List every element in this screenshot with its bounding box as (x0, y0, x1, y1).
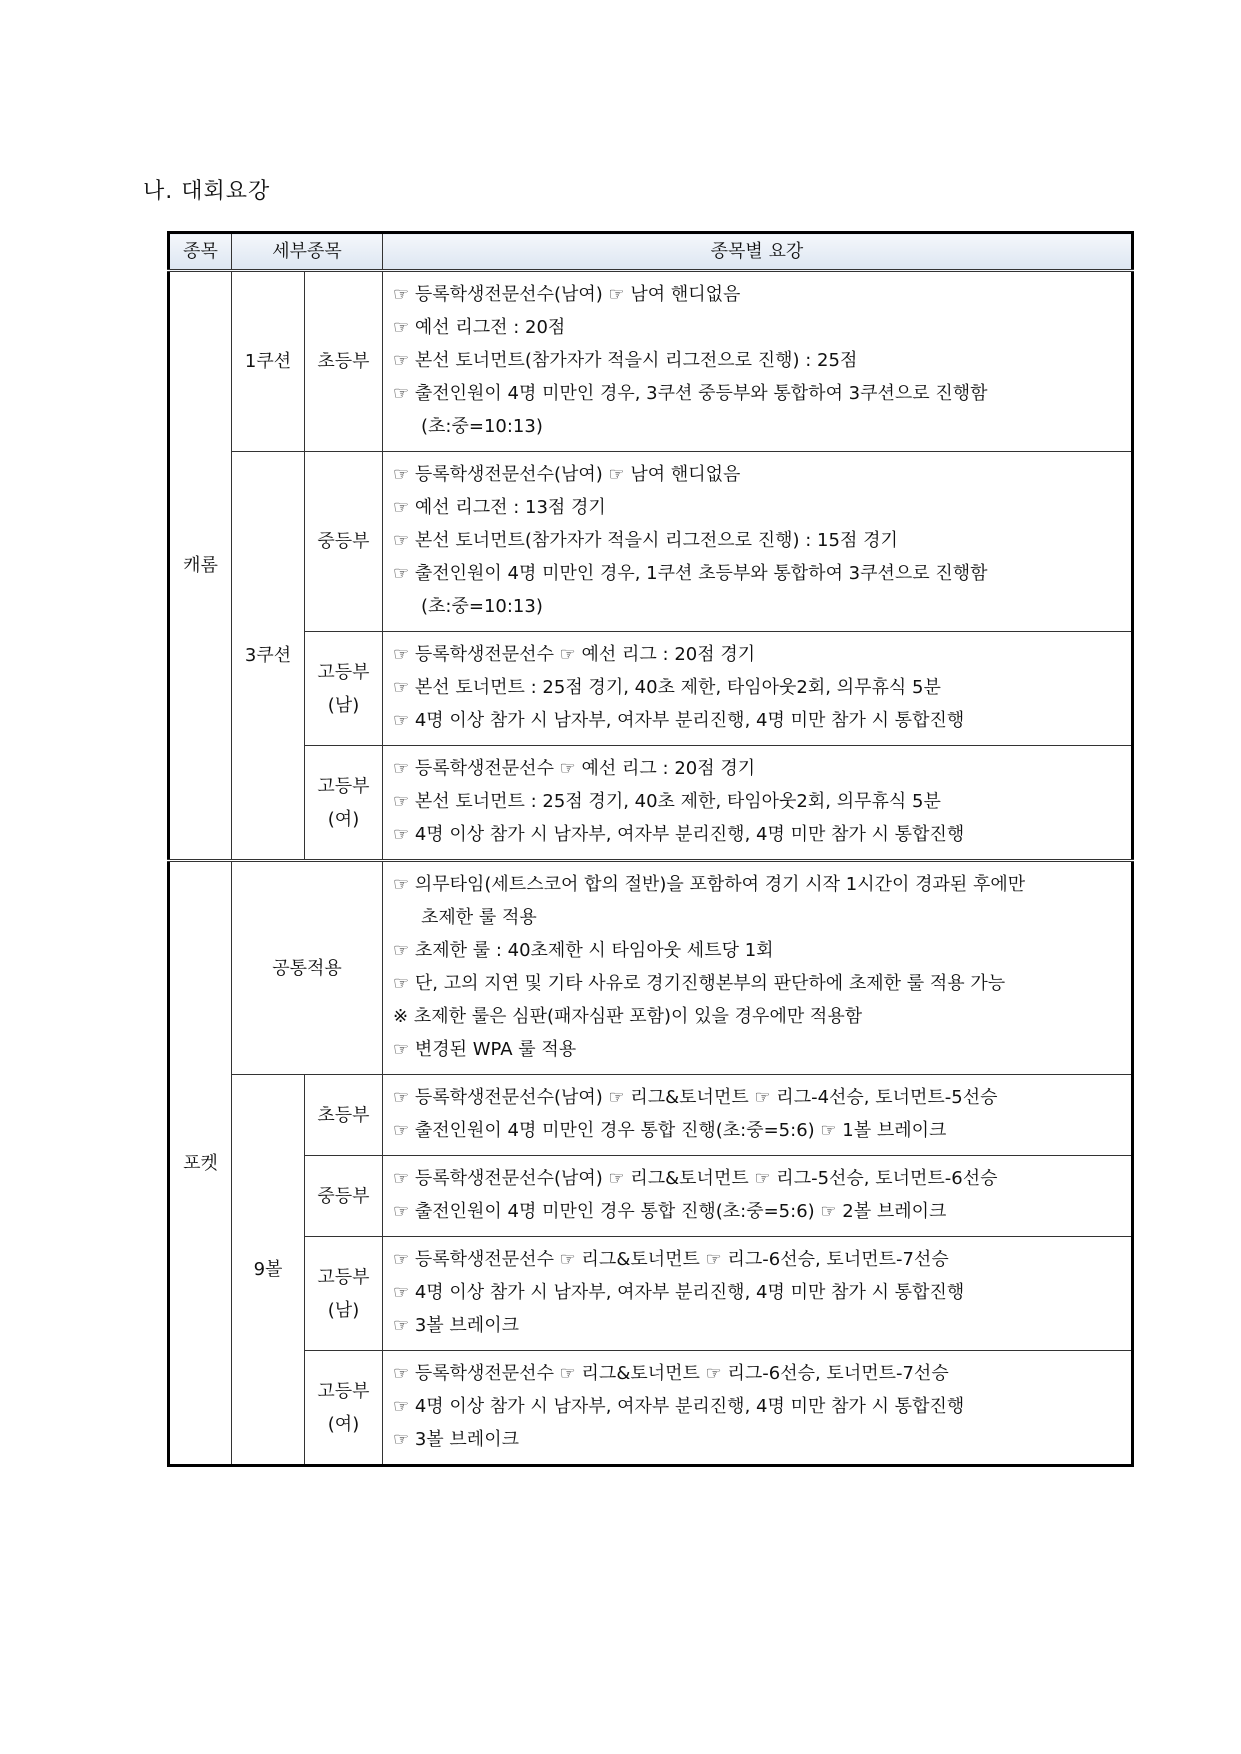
table-row (169, 1075, 1133, 1156)
rule-line: ☞ 본선 토너먼트(참가자가 적을시 리그전으로 진행) : 25점 (393, 350, 858, 371)
table-header-row (169, 233, 1133, 271)
rule-line: ☞ 본선 토너먼트(참가자가 적을시 리그전으로 진행) : 15점 경기 (393, 530, 898, 551)
division-high-male (305, 1237, 383, 1351)
rule-line: ☞ 3볼 브레이크 (393, 1315, 519, 1336)
rule-line: ☞ 초제한 룰 : 40초제한 시 타임아웃 세트당 1회 (393, 940, 774, 961)
rule-line: ☞ 출전인원이 4명 미만인 경우, 1쿠션 초등부와 통합하여 3쿠션으로 진행함 (393, 563, 988, 584)
rules-pocket-9ball-elementary (383, 1075, 1133, 1156)
section-title: 나. 대회요강 (143, 179, 271, 204)
rule-line: ☞ 등록학생전문선수(남여) ☞ 리그&토너먼트 ☞ 리그-4선승, 토너먼트-5선승 (393, 1087, 998, 1108)
division-high-female (305, 746, 383, 861)
rule-line: ☞ 등록학생전문선수(남여) ☞ 남여 핸디없음 (393, 284, 741, 305)
rule-line: ☞ 본선 토너먼트 : 25점 경기, 40초 제한, 타임아웃2회, 의무휴식 5분 (393, 677, 941, 698)
rules-pocket-9ball-high-female (383, 1351, 1133, 1466)
rule-line: ☞ 출전인원이 4명 미만인 경우 통합 진행(초:중=5:6) ☞ 1볼 브레이크 (393, 1120, 947, 1141)
division-middle: 중등부 (305, 452, 383, 632)
rule-line: ☞ 등록학생전문선수 ☞ 리그&토너먼트 ☞ 리그-6선승, 토너먼트-7선승 (393, 1249, 949, 1270)
table-row (169, 452, 1133, 632)
header-event: 종목 (169, 233, 232, 271)
sub-event-common: 공통적용 (232, 861, 383, 1075)
rules-carom-3cushion-high-male (383, 632, 1133, 746)
division-label: 고등부 (317, 775, 370, 797)
division-label: 고등부 (317, 1380, 370, 1402)
sub-event-1cushion: 1쿠션 (232, 271, 305, 452)
division-label: 고등부 (317, 1266, 370, 1288)
rule-line: ☞ 4명 이상 참가 시 남자부, 여자부 분리진행, 4명 미만 참가 시 통합진행 (393, 710, 965, 731)
division-high-male (305, 632, 383, 746)
division-middle: 중등부 (305, 1156, 383, 1237)
rule-line: ☞ 4명 이상 참가 시 남자부, 여자부 분리진행, 4명 미만 참가 시 통합진행 (393, 1396, 965, 1417)
table-row (169, 746, 1133, 861)
rule-line: ☞ 4명 이상 참가 시 남자부, 여자부 분리진행, 4명 미만 참가 시 통합진행 (393, 824, 965, 845)
rules-pocket-9ball-high-male (383, 1237, 1133, 1351)
rule-line: ☞ 본선 토너먼트 : 25점 경기, 40초 제한, 타임아웃2회, 의무휴식 5분 (393, 791, 941, 812)
rule-line: ☞ 등록학생전문선수 ☞ 예선 리그 : 20점 경기 (393, 644, 756, 665)
table-row (169, 632, 1133, 746)
rules-carom-3cushion-high-female (383, 746, 1133, 861)
header-rules: 종목별 요강 (383, 233, 1133, 271)
competition-rules-table (167, 231, 1134, 1467)
rule-line: ☞ 변경된 WPA 룰 적용 (393, 1039, 577, 1060)
table-row (169, 861, 1133, 1075)
header-sub-event: 세부종목 (232, 233, 383, 271)
table-row (169, 1351, 1133, 1466)
division-gender: (남) (327, 1299, 360, 1321)
rules-pocket-common (383, 861, 1133, 1075)
rule-line: (초:중=10:13) (421, 416, 543, 437)
division-gender: (여) (327, 808, 360, 830)
sub-event-3cushion: 3쿠션 (232, 452, 305, 861)
table-row (169, 1156, 1133, 1237)
rule-line: ☞ 등록학생전문선수 ☞ 리그&토너먼트 ☞ 리그-6선승, 토너먼트-7선승 (393, 1363, 949, 1384)
event-pocket: 포켓 (169, 861, 232, 1466)
rule-line: ☞ 등록학생전문선수 ☞ 예선 리그 : 20점 경기 (393, 758, 756, 779)
rules-carom-1cushion-elementary (383, 271, 1133, 452)
rule-line: (초:중=10:13) (421, 596, 543, 617)
division-label: 고등부 (317, 661, 370, 683)
rule-line: ☞ 예선 리그전 : 20점 (393, 317, 566, 338)
rule-line: ☞ 4명 이상 참가 시 남자부, 여자부 분리진행, 4명 미만 참가 시 통합진행 (393, 1282, 965, 1303)
table-row (169, 1237, 1133, 1351)
division-elementary: 초등부 (305, 271, 383, 452)
rule-line: ☞ 등록학생전문선수(남여) ☞ 남여 핸디없음 (393, 464, 741, 485)
rule-line: ☞ 출전인원이 4명 미만인 경우, 3쿠션 중등부와 통합하여 3쿠션으로 진행함 (393, 383, 988, 404)
event-carom: 캐롬 (169, 271, 232, 861)
rule-line: ☞ 단, 고의 지연 및 기타 사유로 경기진행본부의 판단하에 초제한 룰 적용 가능 (393, 973, 1006, 994)
division-high-female (305, 1351, 383, 1466)
division-elementary: 초등부 (305, 1075, 383, 1156)
rule-line: ☞ 의무타임(세트스코어 합의 절반)을 포함하여 경기 시작 1시간이 경과된 후에만 (393, 874, 1026, 895)
rules-carom-3cushion-middle (383, 452, 1133, 632)
rule-line: ☞ 출전인원이 4명 미만인 경우 통합 진행(초:중=5:6) ☞ 2볼 브레이크 (393, 1201, 947, 1222)
division-gender: (남) (327, 694, 360, 716)
rule-line: ※ 초제한 룰은 심판(패자심판 포함)이 있을 경우에만 적용함 (393, 1006, 863, 1027)
rule-line: ☞ 예선 리그전 : 13점 경기 (393, 497, 606, 518)
sub-event-9ball: 9볼 (232, 1075, 305, 1466)
table-row (169, 271, 1133, 452)
rules-pocket-9ball-middle (383, 1156, 1133, 1237)
division-gender: (여) (327, 1413, 360, 1435)
rule-line: 초제한 룰 적용 (421, 907, 537, 928)
rule-line: ☞ 등록학생전문선수(남여) ☞ 리그&토너먼트 ☞ 리그-5선승, 토너먼트-6선승 (393, 1168, 998, 1189)
rule-line: ☞ 3볼 브레이크 (393, 1429, 519, 1450)
